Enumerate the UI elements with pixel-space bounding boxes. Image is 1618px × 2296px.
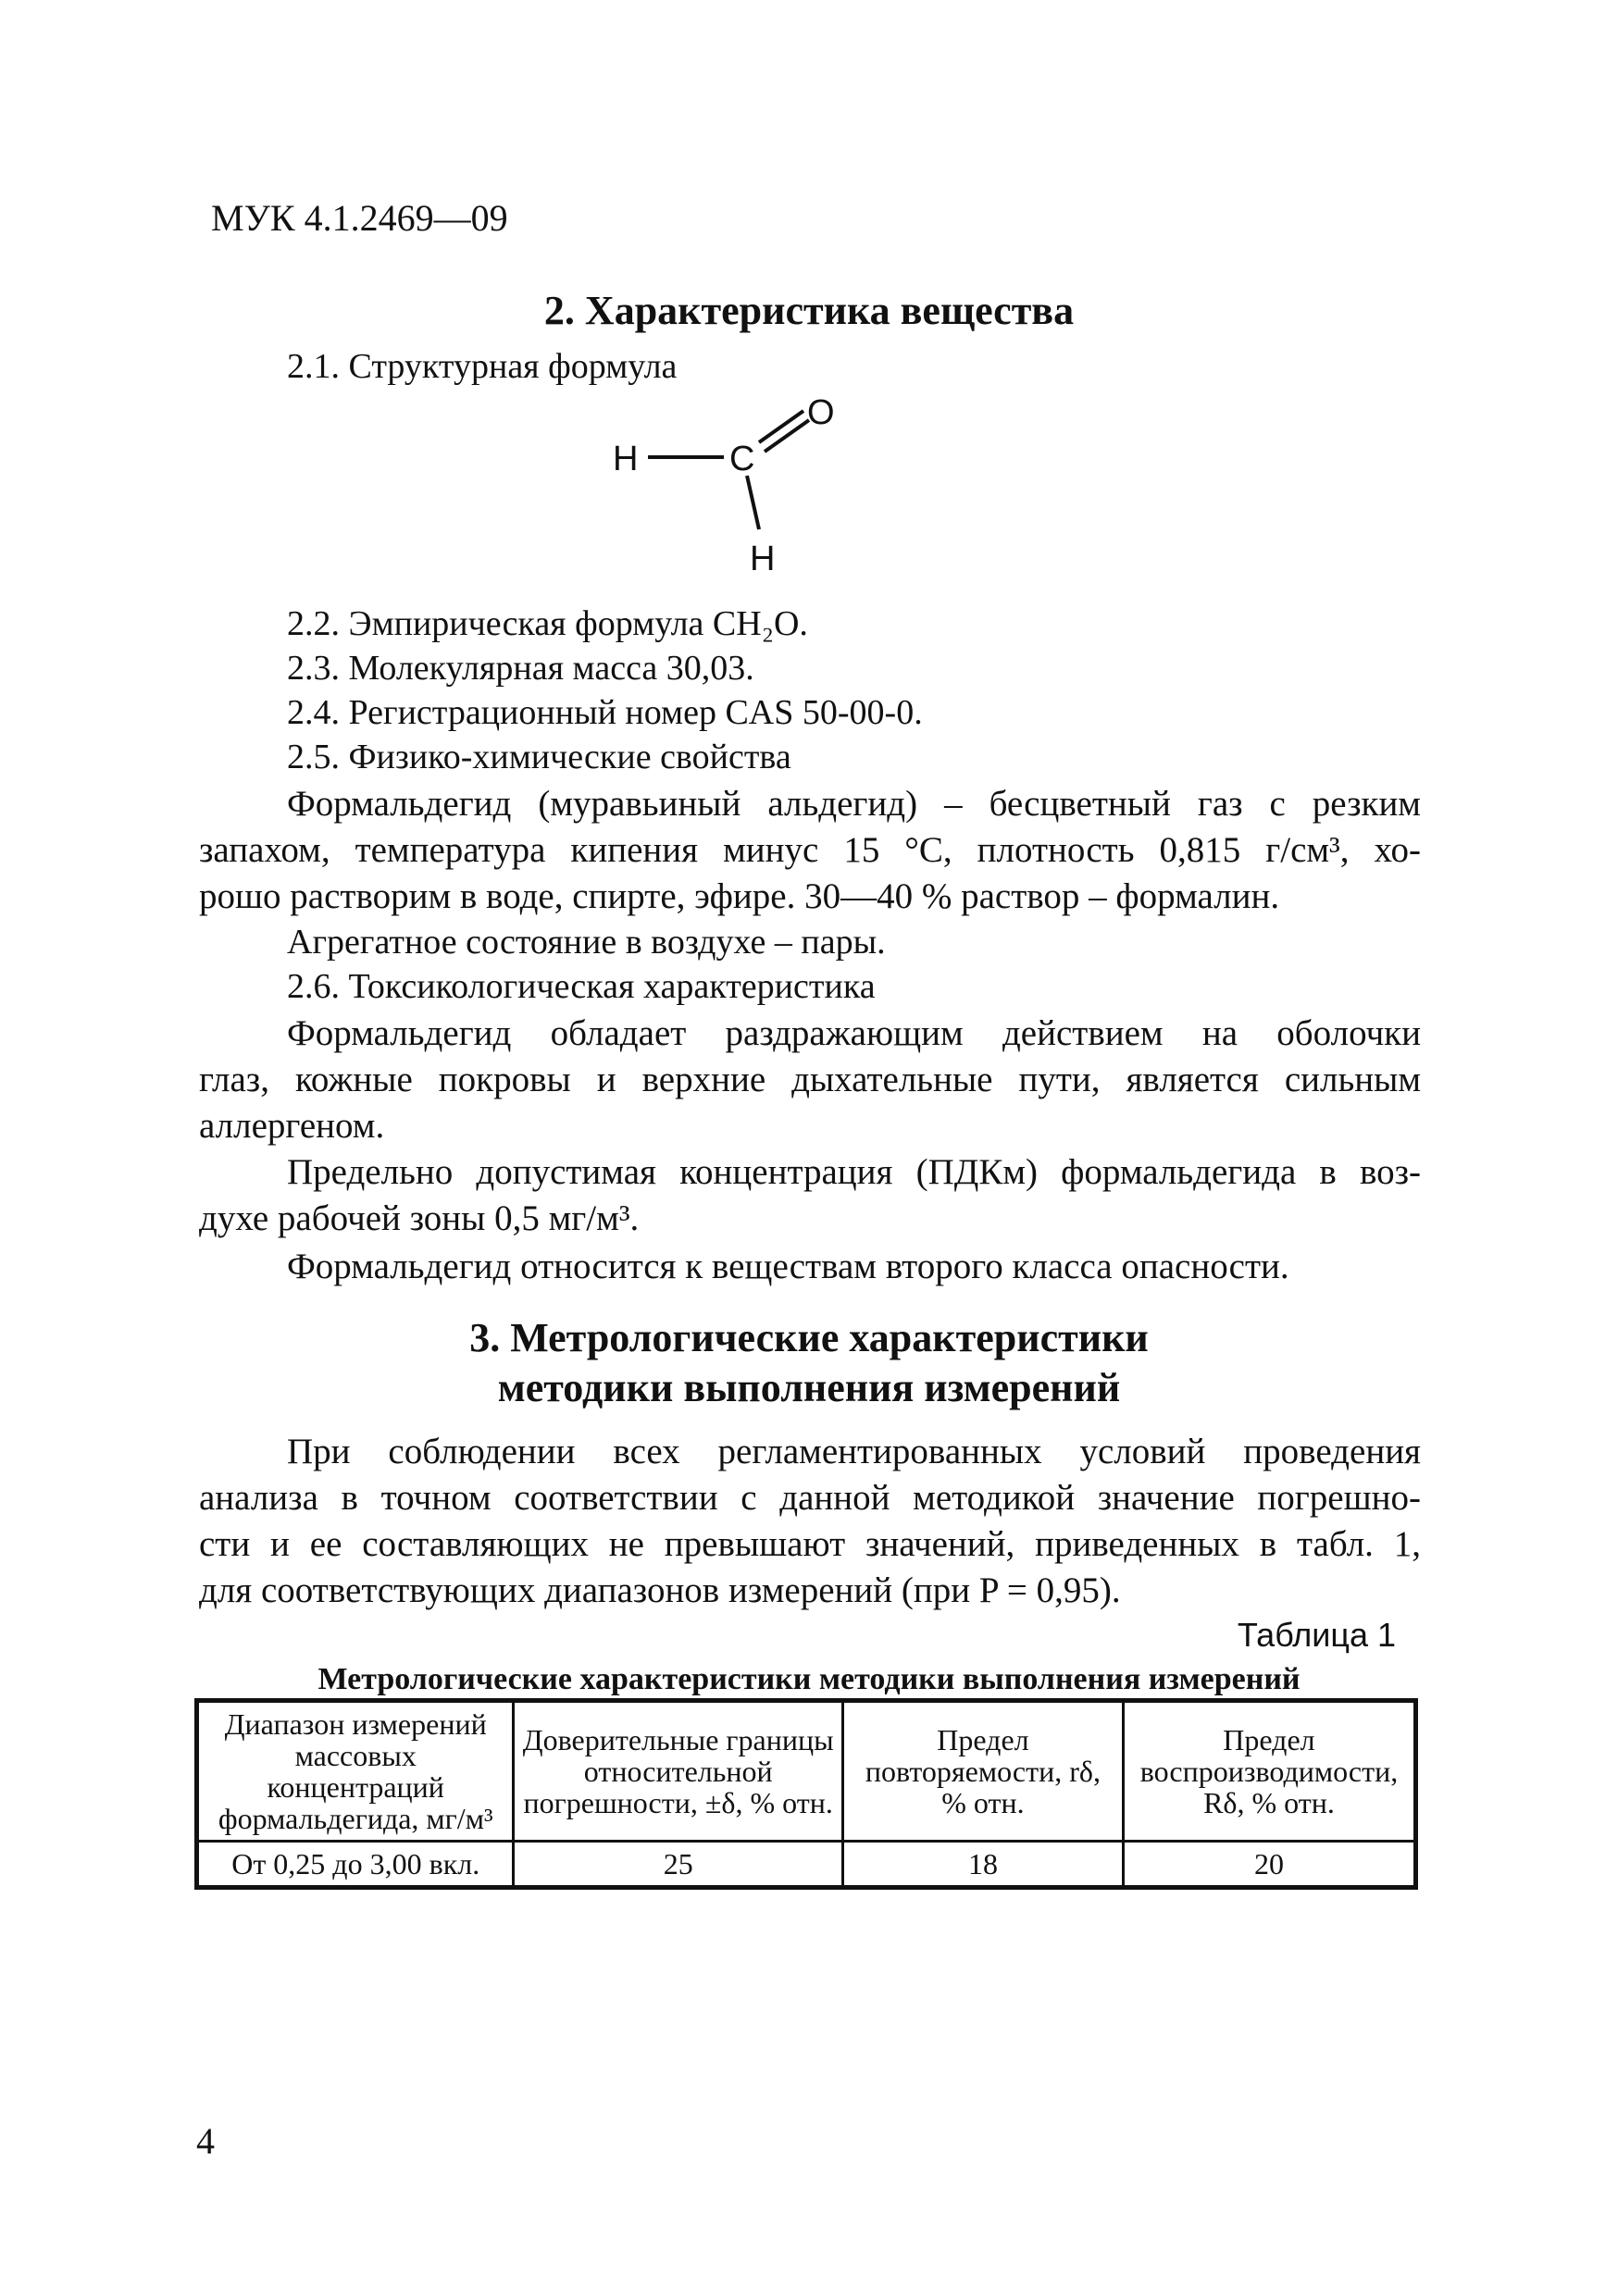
structural-formula xyxy=(611,389,870,602)
document-code: МУК 4.1.2469—09 xyxy=(211,197,508,239)
table-row xyxy=(197,1842,1416,1888)
toxicology-line3: аллергеном. xyxy=(199,1106,385,1146)
header-error-bounds: Доверительные границы относительной погрешности, ±δ, % отн. xyxy=(514,1701,843,1842)
header-range: Диапазон измерений массовых концентраций формальдегида, мг/м³ xyxy=(197,1701,514,1842)
cell-range: От 0,25 до 3,00 вкл. xyxy=(197,1842,514,1888)
section-3-paragraph-line1: При соблюдении всех регламентированных условий проведения xyxy=(287,1432,1421,1471)
properties-paragraph-line3: рошо растворим в воде, спирте, эфире. 30—40 % раствор – формалин. xyxy=(199,876,1280,916)
properties-paragraph-line1: Формальдегид (муравьиный альдегид) – бесцветный газ с резким xyxy=(287,784,1421,824)
section-2-title: 2. Характеристика вещества xyxy=(543,288,1075,333)
cell-repeatability: 18 xyxy=(842,1842,1123,1888)
table-header-row xyxy=(197,1701,1416,1842)
atom-o: O xyxy=(807,393,835,432)
page-number: 4 xyxy=(196,2120,215,2162)
section-3-title-line1: 3. Метрологические характеристики xyxy=(469,1315,1149,1360)
hazard-class: Формальдегид относится к веществам второго класса опасности. xyxy=(287,1247,1289,1286)
header-repeatability: Предел повторяемости, rδ, % отн. xyxy=(842,1701,1123,1842)
toxicology-line2: глаз, кожные покровы и верхние дыхательные пути, является сильным xyxy=(199,1060,1421,1099)
table-label: Таблица 1 xyxy=(1237,1616,1396,1654)
formaldehyde-structure-diagram xyxy=(611,389,870,602)
subsection-2-5: 2.5. Физико-химические свойства xyxy=(287,738,791,776)
header-reproducibility: Предел воспроизводимости, Rδ, % отн. xyxy=(1123,1701,1415,1842)
pdk-line2: духе рабочей зоны 0,5 мг/м³. xyxy=(199,1198,640,1238)
atom-h-bottom: H xyxy=(750,540,776,578)
aggregate-state: Агрегатное состояние в воздухе – пары. xyxy=(287,923,886,962)
table-caption: Метрологические характеристики методики выполнения измерений xyxy=(317,1662,1301,1696)
pdk-line1: Предельно допустимая концентрация (ПДКм) формальдегида в воз- xyxy=(287,1152,1421,1192)
cell-reproducibility: 20 xyxy=(1123,1842,1415,1888)
atom-h-left: H xyxy=(613,440,639,478)
metrology-table xyxy=(194,1698,1418,1890)
subsection-2-1: 2.1. Структурная формула xyxy=(287,347,678,386)
subsection-2-6: 2.6. Токсикологическая характеристика xyxy=(287,967,876,1006)
section-3-paragraph-line2: анализа в точном соответствии с данной методикой значение погрешно- xyxy=(199,1478,1421,1518)
cell-error-bounds: 25 xyxy=(514,1842,843,1888)
section-3-paragraph-line4: для соответствующих диапазонов измерений (при P = 0,95). xyxy=(199,1570,1121,1610)
subsection-2-4: 2.4. Регистрационный номер CAS 50-00-0. xyxy=(287,693,923,732)
subsection-2-3: 2.3. Молекулярная масса 30,03. xyxy=(287,649,754,688)
properties-paragraph-line2: запахом, температура кипения минус 15 °С, плотность 0,815 г/см³, хо- xyxy=(199,830,1421,870)
atom-c: C xyxy=(729,440,755,478)
bond-c-h-bottom xyxy=(747,476,759,529)
subsection-2-2: 2.2. Эмпирическая формула CH₂O. xyxy=(287,604,808,643)
section-3-title-line2: методики выполнения измерений xyxy=(497,1365,1121,1410)
section-3-paragraph-line3: сти и ее составляющих не превышают значений, приведенных в табл. 1, xyxy=(199,1524,1421,1564)
toxicology-line1: Формальдегид обладает раздражающим действием на оболочки xyxy=(287,1013,1421,1053)
